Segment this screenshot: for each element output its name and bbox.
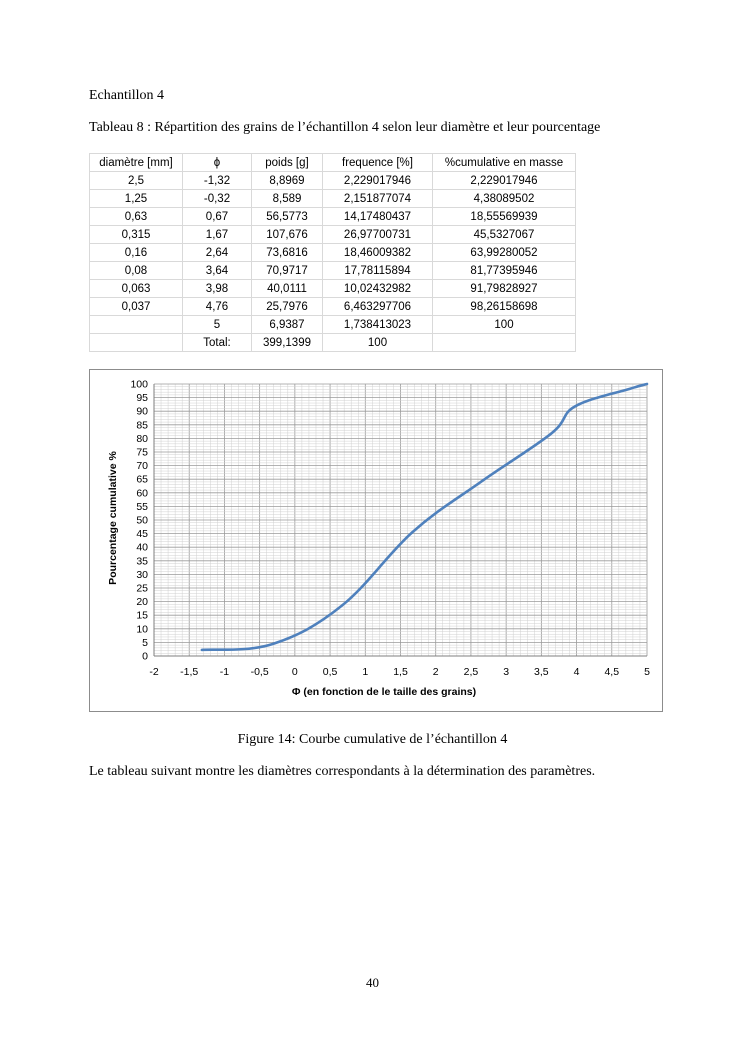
table-cell: 0,315 (90, 226, 183, 244)
x-tick-label: 5 (644, 666, 650, 678)
chart-canvas (90, 370, 662, 711)
table-cell: 107,676 (252, 226, 323, 244)
table-cell: 45,5327067 (433, 226, 576, 244)
table-cell: 1,738413023 (323, 316, 433, 334)
y-tick-label: 40 (136, 541, 148, 554)
chart-grid (154, 384, 647, 656)
table-row (90, 298, 576, 316)
table-row (90, 244, 576, 262)
table-cell: 6,463297706 (323, 298, 433, 316)
x-tick-label: 1 (362, 666, 369, 678)
table-cell: 73,6816 (252, 244, 323, 262)
y-tick-label: 65 (136, 473, 148, 486)
table-cell: 25,7976 (252, 298, 323, 316)
table-cell: 0,16 (90, 244, 183, 262)
header-cumulative: %cumulative en masse (433, 154, 576, 172)
table-row (90, 208, 576, 226)
table-cell: Total: (183, 334, 252, 352)
table-cell: 4,76 (183, 298, 252, 316)
table-row (90, 280, 576, 298)
y-tick-label: 45 (136, 528, 148, 541)
page-number: 40 (366, 975, 379, 990)
grain-distribution-table (89, 153, 576, 352)
table-cell: 10,02432982 (323, 280, 433, 298)
y-tick-label: 15 (136, 609, 148, 622)
table-row (90, 190, 576, 208)
table-cell: 3,98 (183, 280, 252, 298)
table-cell: 0,08 (90, 262, 183, 280)
table-cell: 2,64 (183, 244, 252, 262)
table-cell: 0,063 (90, 280, 183, 298)
y-tick-label: 50 (136, 514, 148, 527)
table-cell: 1,67 (183, 226, 252, 244)
table-cell: 63,99280052 (433, 244, 576, 262)
x-tick-label: -0,5 (250, 666, 269, 678)
table-cell: 17,78115894 (323, 262, 433, 280)
table-cell: 100 (433, 316, 576, 334)
table-cell: 2,5 (90, 172, 183, 190)
table-cell: -1,32 (183, 172, 252, 190)
y-tick-label: 0 (142, 650, 148, 663)
table-cell: 14,17480437 (323, 208, 433, 226)
x-tick-label: 4 (573, 666, 580, 678)
chart-series (202, 384, 647, 650)
table-cell (433, 334, 576, 352)
x-tick-label: -1 (219, 666, 230, 678)
table-row (90, 226, 576, 244)
table-cell: 8,589 (252, 190, 323, 208)
x-tick-label: 3,5 (534, 666, 549, 678)
table-cell: 26,97700731 (323, 226, 433, 244)
y-tick-label: 60 (136, 487, 148, 500)
y-tick-label: 35 (136, 555, 148, 568)
table-cell: 2,229017946 (323, 172, 433, 190)
table-cell: 18,46009382 (323, 244, 433, 262)
x-tick-label: 0 (291, 666, 298, 678)
y-tick-label: 85 (136, 419, 148, 432)
table-cell: 70,9717 (252, 262, 323, 280)
y-tick-label: 25 (136, 582, 148, 595)
table-cell: 399,1399 (252, 334, 323, 352)
table-cell: 6,9387 (252, 316, 323, 334)
y-tick-label: 70 (136, 460, 148, 473)
header-weight: poids [g] (252, 154, 323, 172)
y-axis-label: Pourcentage cumulative % (107, 451, 119, 585)
table-cell: 5 (183, 316, 252, 334)
x-tick-label: 1,5 (393, 666, 408, 678)
series-line (202, 384, 647, 650)
table-cell: 0,63 (90, 208, 183, 226)
table-cell: 91,79828927 (433, 280, 576, 298)
header-frequency: frequence [%] (323, 154, 433, 172)
y-tick-label: 55 (136, 500, 148, 513)
y-tick-label: 20 (136, 596, 148, 609)
y-tick-label: 5 (142, 636, 148, 649)
table-row (90, 316, 576, 334)
table-cell: 2,229017946 (433, 172, 576, 190)
table-cell: 40,0111 (252, 280, 323, 298)
table-cell: 81,77395946 (433, 262, 576, 280)
y-tick-label: 95 (136, 392, 148, 405)
y-tick-label: 75 (136, 446, 148, 459)
table-cell: 56,5773 (252, 208, 323, 226)
y-tick-label: 30 (136, 568, 148, 581)
table-row (90, 262, 576, 280)
x-tick-label: 4,5 (604, 666, 620, 678)
x-tick-label: 0,5 (322, 666, 338, 678)
x-tick-label: 2 (432, 666, 439, 678)
table-cell: 18,55569939 (433, 208, 576, 226)
table-cell: 1,25 (90, 190, 183, 208)
table-cell: 3,64 (183, 262, 252, 280)
table-cell: 98,26158698 (433, 298, 576, 316)
figure-caption: Figure 14: Courbe cumulative de l’échantillon 4 (237, 732, 508, 747)
y-tick-label: 90 (136, 405, 148, 418)
table-cell (90, 316, 183, 334)
table-cell: 0,67 (183, 208, 252, 226)
table-caption: Tableau 8 : Répartition des grains de l’échantillon 4 selon leur diamètre et leur pourcentage (89, 120, 601, 135)
cumulative-chart (89, 369, 663, 712)
table-cell: -0,32 (183, 190, 252, 208)
header-diameter: diamètre [mm] (90, 154, 183, 172)
x-tick-label: -1,5 (180, 666, 199, 678)
table-cell: 100 (323, 334, 433, 352)
table-total-row (90, 334, 576, 352)
x-tick-label: 3 (503, 666, 510, 678)
y-tick-label: 80 (136, 432, 148, 445)
table-cell: 0,037 (90, 298, 183, 316)
section-title: Echantillon 4 (89, 88, 165, 103)
table-row (90, 172, 576, 190)
x-tick-label: -2 (149, 666, 159, 678)
y-tick-label: 10 (136, 623, 148, 636)
body-paragraph: Le tableau suivant montre les diamètres correspondants à la détermination des paramètres. (89, 764, 596, 779)
x-axis-label: Φ (en fonction de le taille des grains) (291, 686, 477, 698)
table-cell: 2,151877074 (323, 190, 433, 208)
table-header-row (90, 154, 576, 172)
header-phi: ϕ (183, 154, 252, 172)
y-tick-label: 100 (130, 378, 148, 391)
table-cell (90, 334, 183, 352)
x-tick-label: 2,5 (463, 666, 479, 678)
table-cell: 8,8969 (252, 172, 323, 190)
table-cell: 4,38089502 (433, 190, 576, 208)
